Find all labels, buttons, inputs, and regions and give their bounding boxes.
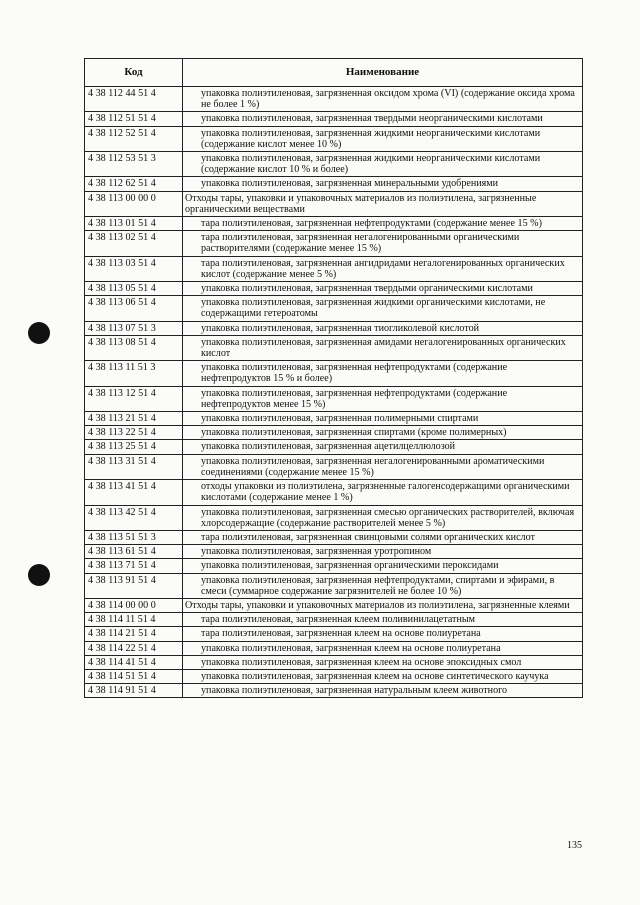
row-name: упаковка полиэтиленовая, загрязненная органическими пероксидами bbox=[183, 559, 583, 573]
row-code: 4 38 113 05 51 4 bbox=[85, 282, 183, 296]
row-name: упаковка полиэтиленовая, загрязненная ацетилцеллюлозой bbox=[183, 440, 583, 454]
table-row bbox=[85, 655, 583, 669]
row-code: 4 38 112 62 51 4 bbox=[85, 177, 183, 191]
row-code: 4 38 114 41 51 4 bbox=[85, 655, 183, 669]
table-row bbox=[85, 361, 583, 386]
row-name: упаковка полиэтиленовая, загрязненная твердыми органическими кислотами bbox=[183, 282, 583, 296]
row-code: 4 38 114 91 51 4 bbox=[85, 684, 183, 698]
row-code: 4 38 113 12 51 4 bbox=[85, 386, 183, 411]
row-name: упаковка полиэтиленовая, загрязненная тиогликолевой кислотой bbox=[183, 321, 583, 335]
table-row bbox=[85, 87, 583, 112]
row-code: 4 38 113 31 51 4 bbox=[85, 454, 183, 479]
row-code: 4 38 114 22 51 4 bbox=[85, 641, 183, 655]
row-name: упаковка полиэтиленовая, загрязненная жидкими неорганическими кислотами (содержание кислот менее 10 %) bbox=[183, 126, 583, 151]
row-name: упаковка полиэтиленовая, загрязненная жидкими органическими кислотами, не содержащими гетероатомы bbox=[183, 296, 583, 321]
row-code: 4 38 113 51 51 3 bbox=[85, 530, 183, 544]
table-row bbox=[85, 112, 583, 126]
row-name: упаковка полиэтиленовая, загрязненная полимерными спиртами bbox=[183, 412, 583, 426]
row-code: 4 38 114 00 00 0 bbox=[85, 598, 183, 612]
row-code: 4 38 113 71 51 4 bbox=[85, 559, 183, 573]
row-name: упаковка полиэтиленовая, загрязненная минеральными удобрениями bbox=[183, 177, 583, 191]
row-code: 4 38 113 21 51 4 bbox=[85, 412, 183, 426]
table-row bbox=[85, 412, 583, 426]
table-row bbox=[85, 480, 583, 505]
row-name: упаковка полиэтиленовая, загрязненная негалогенированными ароматическими соединениями (содержание менее 15 %) bbox=[183, 454, 583, 479]
row-name: тара полиэтиленовая, загрязненная клеем на основе полиуретана bbox=[183, 627, 583, 641]
table-row bbox=[85, 256, 583, 281]
table-row bbox=[85, 613, 583, 627]
table-row bbox=[85, 627, 583, 641]
table-row bbox=[85, 505, 583, 530]
table-row bbox=[85, 426, 583, 440]
row-code: 4 38 113 07 51 3 bbox=[85, 321, 183, 335]
row-name: Отходы тары, упаковки и упаковочных материалов из полиэтилена, загрязненные органическими веществами bbox=[183, 191, 583, 216]
row-code: 4 38 113 01 51 4 bbox=[85, 217, 183, 231]
table-row bbox=[85, 684, 583, 698]
row-code: 4 38 112 53 51 3 bbox=[85, 152, 183, 177]
row-name: тара полиэтиленовая, загрязненная свинцовыми солями органических кислот bbox=[183, 530, 583, 544]
row-code: 4 38 113 41 51 4 bbox=[85, 480, 183, 505]
table-row bbox=[85, 282, 583, 296]
table-row bbox=[85, 598, 583, 612]
table-row bbox=[85, 152, 583, 177]
table-row bbox=[85, 545, 583, 559]
table-row bbox=[85, 191, 583, 216]
row-name: упаковка полиэтиленовая, загрязненная клеем на основе полиуретана bbox=[183, 641, 583, 655]
row-name: упаковка полиэтиленовая, загрязненная нефтепродуктами (содержание нефтепродуктов менее 15 %) bbox=[183, 386, 583, 411]
row-name: упаковка полиэтиленовая, загрязненная натуральным клеем животного bbox=[183, 684, 583, 698]
table-row bbox=[85, 454, 583, 479]
row-name: тара полиэтиленовая, загрязненная нефтепродуктами (содержание менее 15 %) bbox=[183, 217, 583, 231]
row-code: 4 38 114 11 51 4 bbox=[85, 613, 183, 627]
row-code: 4 38 113 91 51 4 bbox=[85, 573, 183, 598]
punch-hole-mark bbox=[28, 322, 50, 344]
row-code: 4 38 112 52 51 4 bbox=[85, 126, 183, 151]
row-code: 4 38 113 61 51 4 bbox=[85, 545, 183, 559]
table-body bbox=[85, 87, 583, 698]
row-code: 4 38 114 51 51 4 bbox=[85, 669, 183, 683]
table-row bbox=[85, 641, 583, 655]
row-name: упаковка полиэтиленовая, загрязненная смесью органических растворителей, включая хлорсодержащие (содержание растворителей менее 5 %) bbox=[183, 505, 583, 530]
punch-hole-mark bbox=[28, 564, 50, 586]
table-row bbox=[85, 573, 583, 598]
row-code: 4 38 113 25 51 4 bbox=[85, 440, 183, 454]
table-row bbox=[85, 530, 583, 544]
header-name: Наименование bbox=[183, 59, 583, 87]
table-row bbox=[85, 386, 583, 411]
row-name: отходы упаковки из полиэтилена, загрязненные галогенсодержащими органическими кислотами (содержание менее 1 %) bbox=[183, 480, 583, 505]
row-name: упаковка полиэтиленовая, загрязненная клеем на основе синтетического каучука bbox=[183, 669, 583, 683]
page-number: 135 bbox=[567, 840, 582, 851]
row-name: упаковка полиэтиленовая, загрязненная клеем на основе эпоксидных смол bbox=[183, 655, 583, 669]
row-name: упаковка полиэтиленовая, загрязненная нефтепродуктами, спиртами и эфирами, в смеси (суммарное содержание загрязнителей не более 10 %) bbox=[183, 573, 583, 598]
table-row bbox=[85, 669, 583, 683]
waste-code-table bbox=[84, 58, 583, 698]
row-code: 4 38 112 44 51 4 bbox=[85, 87, 183, 112]
table-row bbox=[85, 440, 583, 454]
row-code: 4 38 112 51 51 4 bbox=[85, 112, 183, 126]
row-code: 4 38 113 42 51 4 bbox=[85, 505, 183, 530]
table-row bbox=[85, 559, 583, 573]
table-row bbox=[85, 321, 583, 335]
row-name: тара полиэтиленовая, загрязненная ангидридами негалогенированных органических кислот (содержание менее 5 %) bbox=[183, 256, 583, 281]
row-name: упаковка полиэтиленовая, загрязненная уротропином bbox=[183, 545, 583, 559]
row-name: упаковка полиэтиленовая, загрязненная твердыми неорганическими кислотами bbox=[183, 112, 583, 126]
table-row bbox=[85, 231, 583, 256]
row-code: 4 38 114 21 51 4 bbox=[85, 627, 183, 641]
row-code: 4 38 113 08 51 4 bbox=[85, 335, 183, 360]
table-header-row bbox=[85, 59, 583, 87]
row-code: 4 38 113 00 00 0 bbox=[85, 191, 183, 216]
row-name: тара полиэтиленовая, загрязненная негалогенированными органическими растворителями (содержание менее 15 %) bbox=[183, 231, 583, 256]
row-name: тара полиэтиленовая, загрязненная клеем поливинилацетатным bbox=[183, 613, 583, 627]
table-row bbox=[85, 296, 583, 321]
row-name: упаковка полиэтиленовая, загрязненная нефтепродуктами (содержание нефтепродуктов 15 % и более) bbox=[183, 361, 583, 386]
row-name: Отходы тары, упаковки и упаковочных материалов из полиэтилена, загрязненные клеями bbox=[183, 598, 583, 612]
row-code: 4 38 113 11 51 3 bbox=[85, 361, 183, 386]
row-name: упаковка полиэтиленовая, загрязненная жидкими неорганическими кислотами (содержание кислот 10 % и более) bbox=[183, 152, 583, 177]
table-row bbox=[85, 335, 583, 360]
table-row bbox=[85, 177, 583, 191]
header-code: Код bbox=[85, 59, 183, 87]
row-code: 4 38 113 06 51 4 bbox=[85, 296, 183, 321]
table-row bbox=[85, 126, 583, 151]
row-code: 4 38 113 22 51 4 bbox=[85, 426, 183, 440]
row-code: 4 38 113 02 51 4 bbox=[85, 231, 183, 256]
row-name: упаковка полиэтиленовая, загрязненная оксидом хрома (VI) (содержание оксида хрома не более 1 %) bbox=[183, 87, 583, 112]
row-name: упаковка полиэтиленовая, загрязненная спиртами (кроме полимерных) bbox=[183, 426, 583, 440]
table-row bbox=[85, 217, 583, 231]
row-code: 4 38 113 03 51 4 bbox=[85, 256, 183, 281]
row-name: упаковка полиэтиленовая, загрязненная амидами негалогенированных органических кислот bbox=[183, 335, 583, 360]
